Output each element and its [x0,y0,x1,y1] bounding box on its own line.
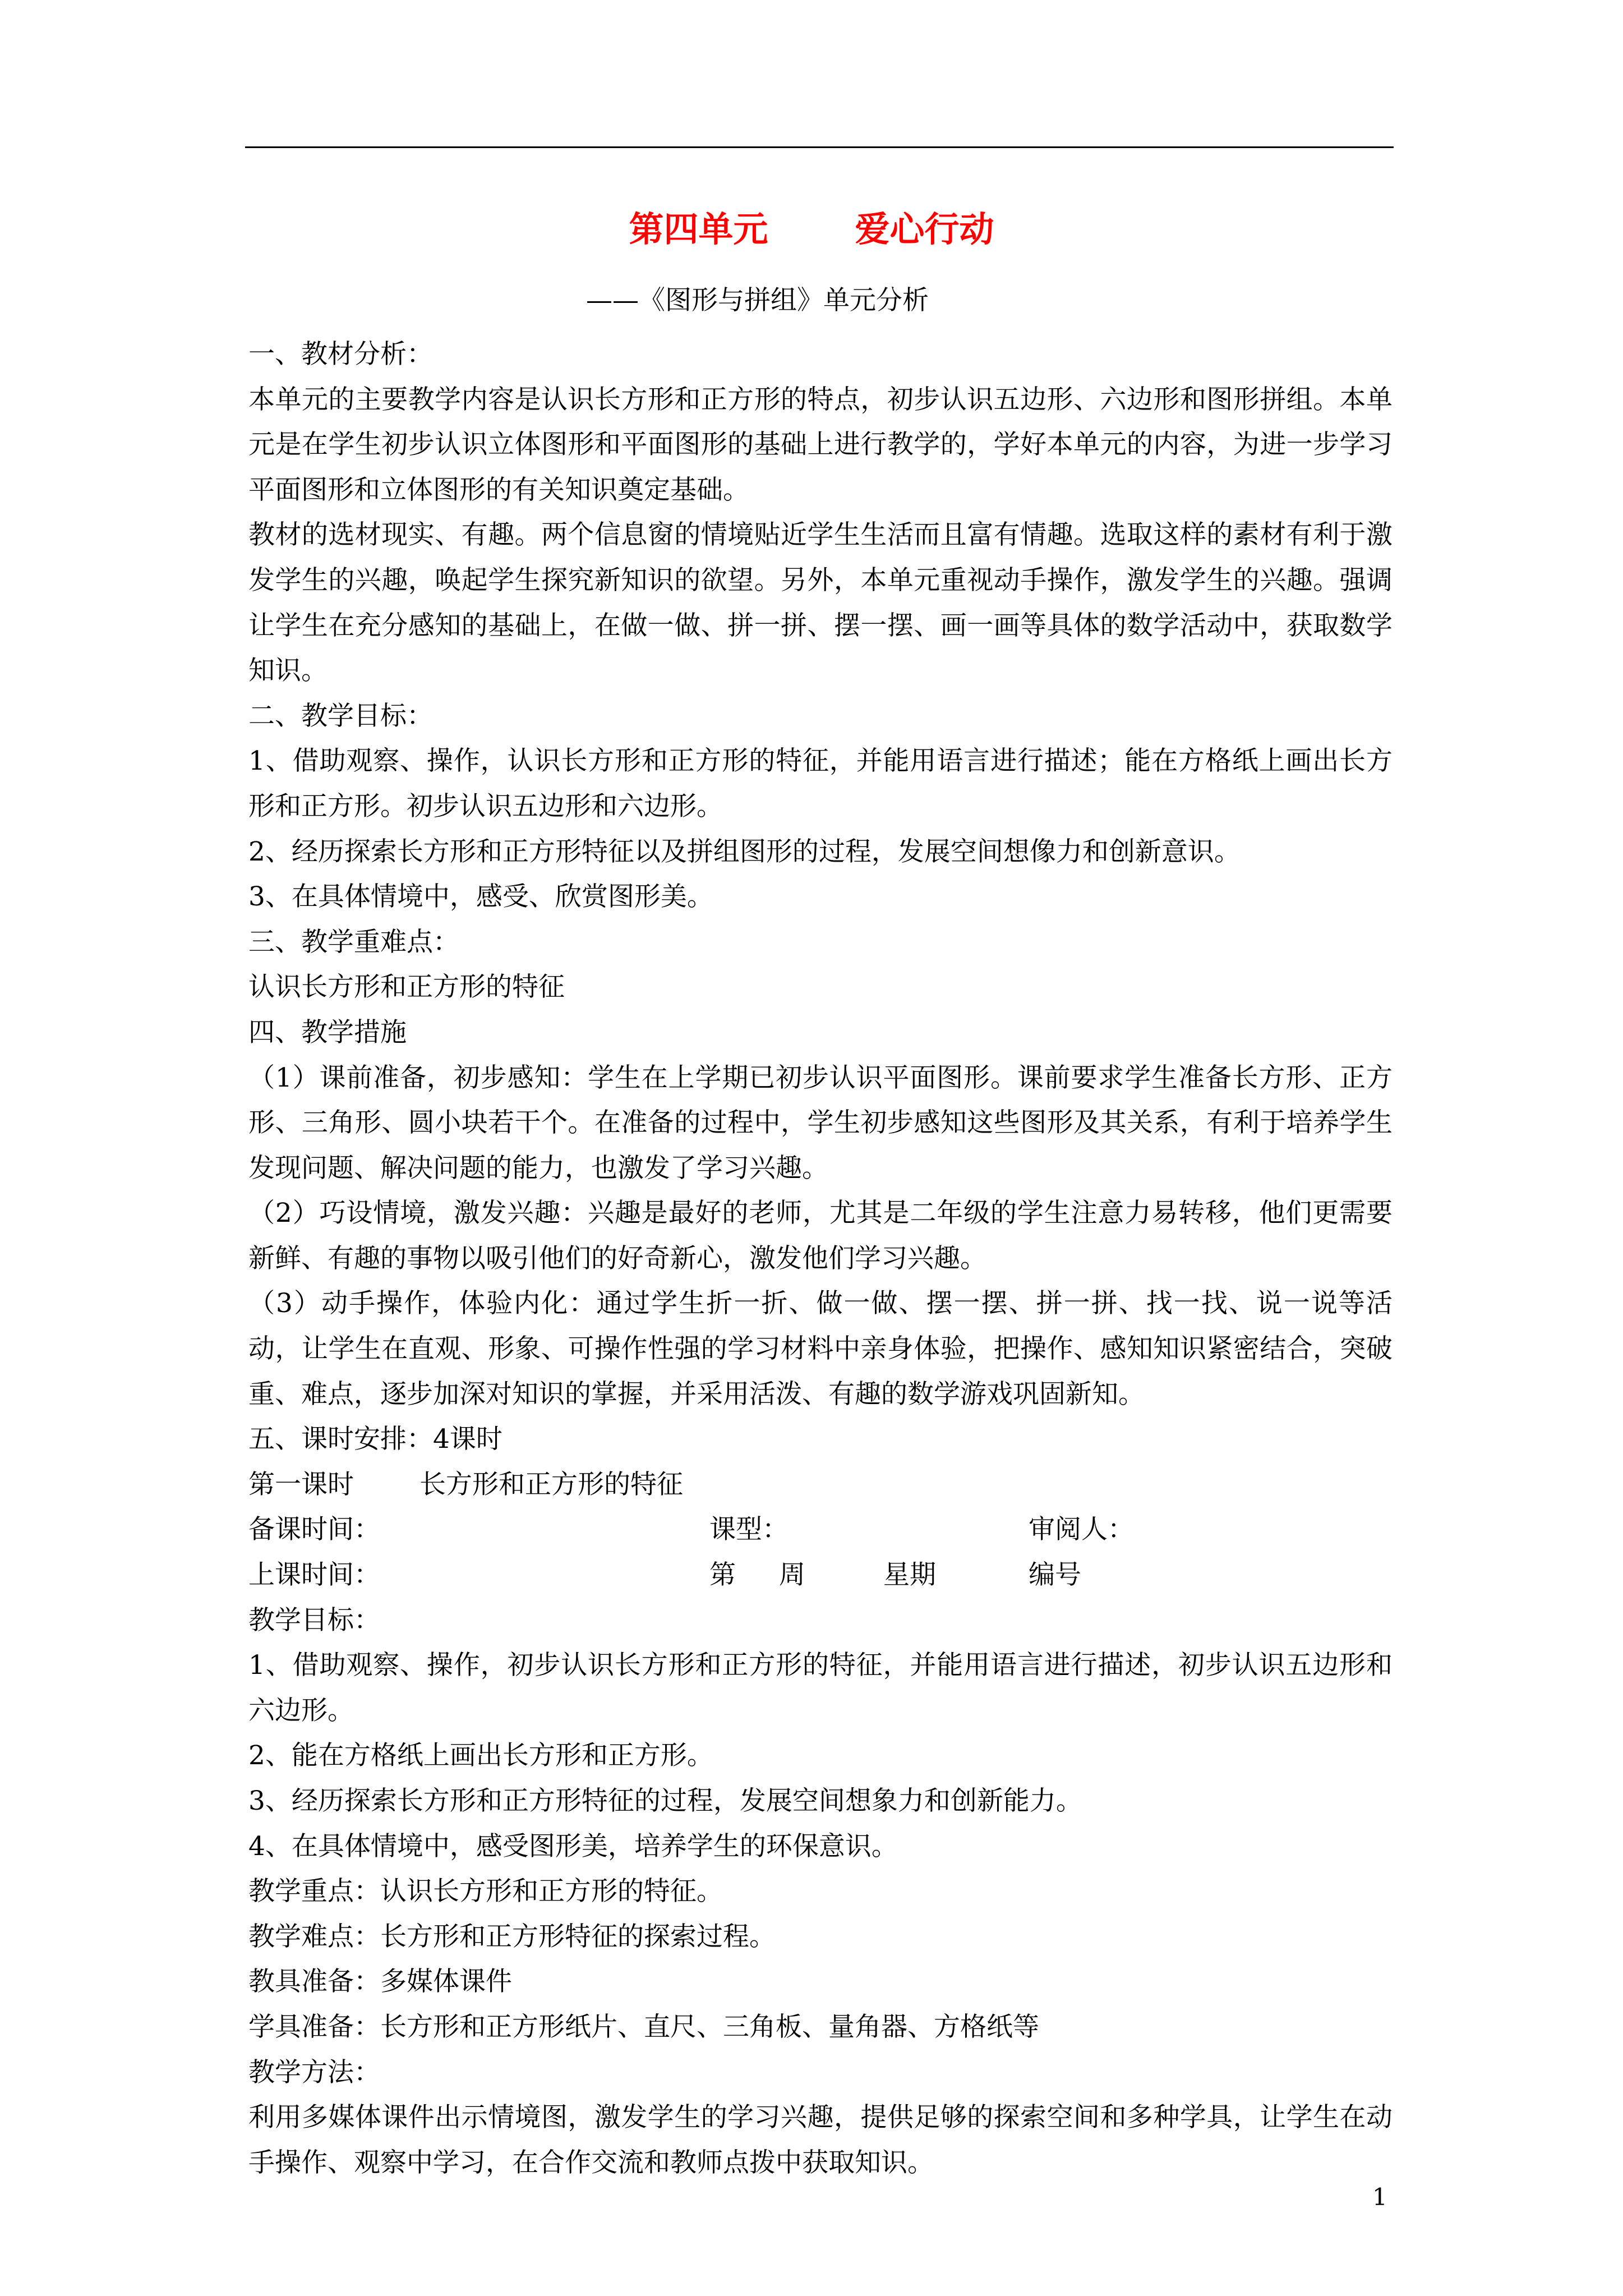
lesson-title: 长方形和正方形的特征 [419,1469,683,1500]
list-item: （2）巧设情境，激发兴趣：兴趣是最好的老师，尤其是二年级的学生注意力易转移，他们更需要新鲜、有趣的事物以吸引他们的好奇新心，激发他们学习兴趣。 [248,1198,1393,1274]
list-item: （3）动手操作，体验内化：通过学生折一折、做一做、摆一摆、拼一拼、找一找、说一说等活动，让学生在直观、形象、可操作性强的学习材料中亲身体验，把操作、感知知识紧密结合，突破重、难点，逐步加深对知识的掌握，并采用活泼、有趣的数学游戏巩固新知。 [248,1288,1393,1410]
section-heading: 教学目标： [248,1604,380,1636]
paragraph: 教学重点：认识长方形和正方形的特征。 [248,1876,723,1907]
list-item: 2、能在方格纸上画出长方形和正方形。 [248,1740,713,1772]
week-label: 周 [779,1559,805,1591]
title-theme: 爱心行动 [855,209,994,250]
paragraph: 教学难点：长方形和正方形特征的探索过程。 [248,1921,776,1952]
list-item: 4、在具体情境中，感受图形美，培养学生的环保意识。 [248,1830,898,1862]
paragraph: 认识长方形和正方形的特征 [248,972,565,1003]
lesson-title-row [248,1462,1393,1508]
section-heading: 五、课时安排：4课时 [248,1424,502,1455]
week-prefix: 第 [709,1559,736,1591]
reviewer-label: 审阅人： [1029,1514,1134,1545]
prep-time-label: 备课时间： [248,1514,380,1545]
page-number: 1 [1372,2183,1387,2211]
section-heading: 教学方法： [248,2056,380,2088]
class-time-label: 上课时间： [248,1559,380,1591]
section-heading: 一、教材分析： [248,339,433,370]
paragraph: 利用多媒体课件出示情境图，激发学生的学习兴趣，提供足够的探索空间和多种学具，让学生在动手操作、观察中学习，在合作交流和教师点拨中获取知识。 [248,2102,1393,2178]
page-title [0,209,1623,250]
section-heading: 二、教学目标： [248,700,433,731]
header-rule [245,146,1394,148]
section-heading: 四、教学措施 [248,1016,407,1048]
list-item: （1）课前准备，初步感知：学生在上学期已初步认识平面图形。课前要求学生准备长方形、正方形、三角形、圆小块若干个。在准备的过程中，学生初步感知这些图形及其关系，有利于培养学生发现问题、解决问题的能力，也激发了学习兴趣。 [248,1062,1393,1184]
title-unit: 第四单元 [629,209,768,250]
paragraph: 教材的选材现实、有趣。两个信息窗的情境贴近学生生活而且富有情趣。选取这样的素材有利于激发学生的兴趣，唤起学生探究新知识的欲望。另外，本单元重视动手操作，激发学生的兴趣。强调让学生在充分感知的基础上，在做一做、拼一拼、摆一摆、画一画等具体的数学活动中，获取数学知识。 [248,519,1393,687]
page-subtitle: ——《图形与拼组》单元分析 [586,285,929,316]
lesson-schedule-row [248,1553,1393,1598]
weekday-label: 星期 [883,1559,936,1591]
list-item: 3、在具体情境中，感受、欣赏图形美。 [248,881,713,913]
list-item: 2、经历探索长方形和正方形特征以及拼组图形的过程，发展空间想像力和创新意识。 [248,836,1241,867]
lesson-meta-row [248,1507,1393,1553]
serial-label: 编号 [1029,1559,1081,1591]
lesson-number: 第一课时 [248,1469,354,1500]
paragraph: 教具准备：多媒体课件 [248,1966,512,1998]
section-heading: 三、教学重难点： [248,926,459,958]
list-item: 3、经历探索长方形和正方形特征的过程，发展空间想象力和创新能力。 [248,1786,1082,1816]
paragraph: 学具准备：长方形和正方形纸片、直尺、三角板、量角器、方格纸等 [248,2011,1039,2042]
document-body [248,332,1393,2185]
list-item: 1、借助观察、操作，认识长方形和正方形的特征，并能用语言进行描述；能在方格纸上画出长方形和正方形。初步认识五边形和六边形。 [248,746,1393,822]
paragraph: 本单元的主要教学内容是认识长方形和正方形的特点，初步认识五边形、六边形和图形拼组。本单元是在学生初步认识立体图形和平面图形的基础上进行教学的，学好本单元的内容，为进一步学习平面图形和立体图形的有关知识奠定基础。 [248,384,1393,505]
list-item: 1、借助观察、操作，初步认识长方形和正方形的特征，并能用语言进行描述，初步认识五边形和六边形。 [248,1650,1393,1726]
lesson-type-label: 课型： [709,1514,789,1545]
